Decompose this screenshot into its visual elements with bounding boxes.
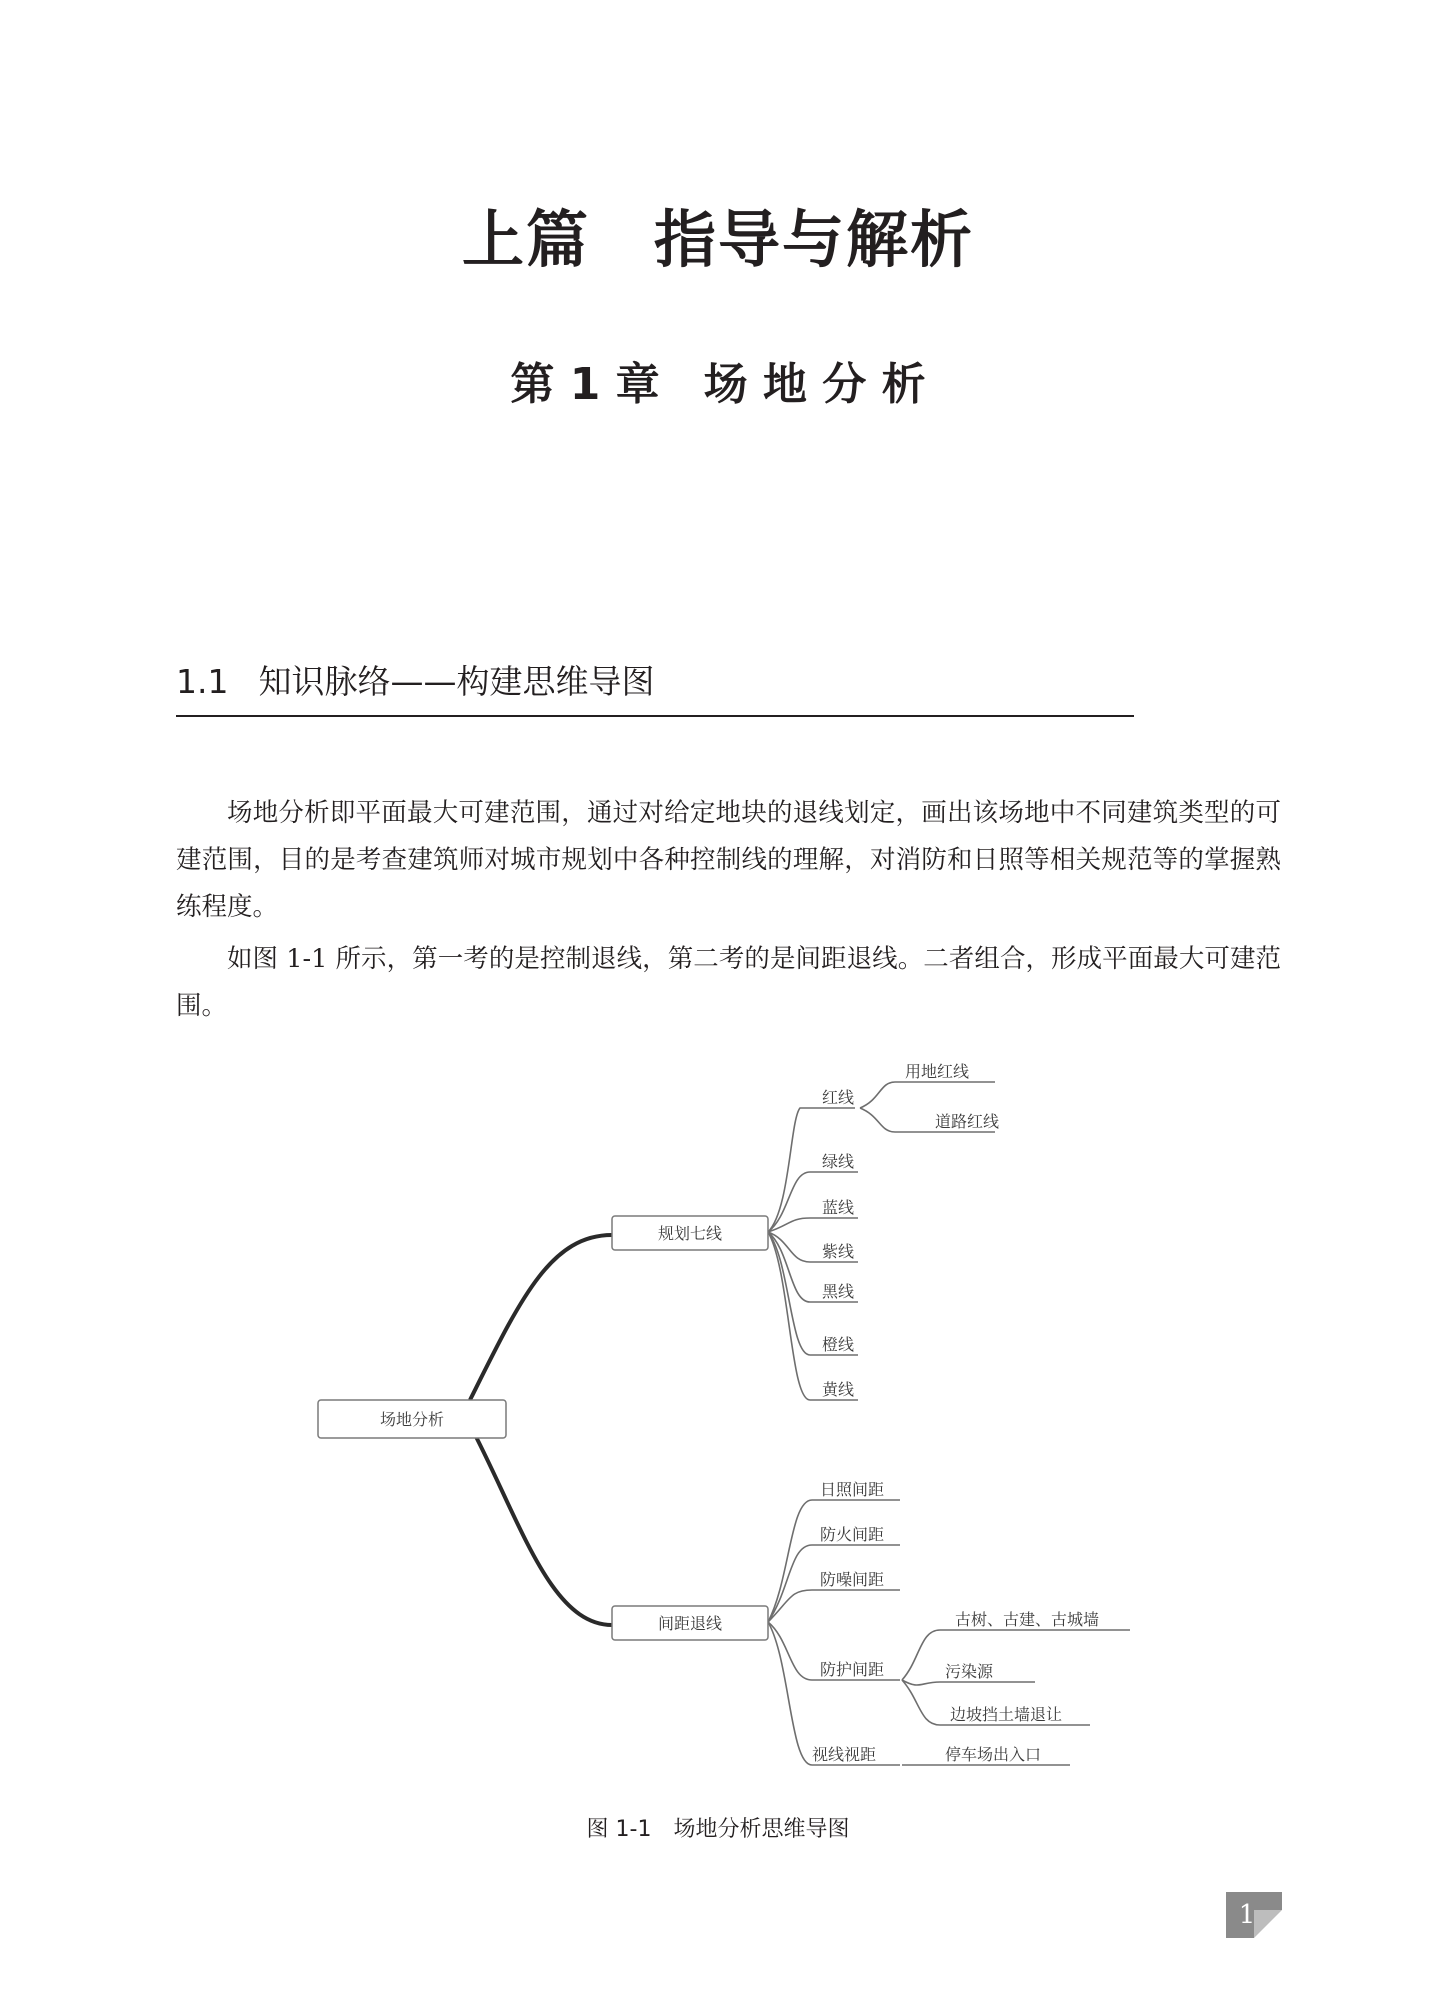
mind-map-connector: [768, 1622, 900, 1765]
mind-map-node: 防护间距: [820, 1660, 885, 1679]
mind-map-node: 紫线: [822, 1242, 855, 1261]
page-number: 1: [1238, 1900, 1256, 1930]
chapter-title: 第 1 章 场 地 分 析: [510, 359, 926, 410]
section-title: 知识脉络——构建思维导图: [258, 662, 655, 701]
mind-map-node: 橙线: [822, 1335, 855, 1354]
mind-map-node: 用地红线: [905, 1062, 970, 1081]
mind-map-node: 污染源: [945, 1662, 994, 1681]
mind-map-node: 停车场出入口: [945, 1745, 1042, 1764]
mind-map-root-label: 场地分析: [379, 1410, 445, 1429]
section-divider: [176, 715, 1134, 717]
mind-map-node: 防噪间距: [820, 1570, 885, 1589]
mind-map-branch-label: 规划七线: [657, 1224, 723, 1243]
body-paragraph: 场地分析即平面最大可建范围，通过对给定地块的退线划定，画出该场地中不同建筑类型的可建范围，目的是考查建筑师对城市规划中各种控制线的理解，对消防和日照等相关规范等的掌握熟练程度。: [176, 798, 1281, 922]
mind-map-connector: [768, 1218, 858, 1232]
page-number-badge: [1226, 1892, 1282, 1938]
mind-map-branch-label: 间距退线: [657, 1614, 723, 1633]
mind-map-node: 道路红线: [935, 1112, 1000, 1131]
part-title: 上篇 指导与解析: [461, 203, 974, 276]
mind-map-node: 黑线: [822, 1282, 855, 1301]
mind-map-node: 边坡挡土墙退让: [950, 1705, 1063, 1724]
mind-map-node: 绿线: [822, 1152, 855, 1171]
mind-map-node: 视线视距: [812, 1745, 877, 1764]
mind-map-node: 黄线: [822, 1380, 855, 1399]
mind-map-connector: [902, 1630, 1130, 1680]
mind-map-connector: [768, 1500, 900, 1622]
mind-map-figure: [0, 1050, 1436, 1800]
mind-map-node: 古树、古建、古城墙: [955, 1610, 1100, 1629]
mind-map-node: 防火间距: [820, 1525, 885, 1544]
section-heading: [176, 656, 654, 703]
mind-map-node: 日照间距: [820, 1480, 885, 1499]
page-corner-fold: [1254, 1910, 1282, 1938]
figure-caption: 图 1-1 场地分析思维导图: [586, 1817, 850, 1842]
mind-map-node: 蓝线: [822, 1198, 855, 1217]
mind-map-connector: [768, 1590, 900, 1622]
mind-map-node: 红线: [822, 1088, 855, 1107]
mind-map-connector: [470, 1425, 612, 1625]
mind-map-connector: [470, 1235, 612, 1400]
body-paragraph: 如图 1-1 所示，第一考的是控制退线，第二考的是间距退线。二者组合，形成平面最大可建范围。: [176, 944, 1281, 1021]
section-number: 1.1: [176, 662, 229, 701]
mind-map-connector: [860, 1082, 995, 1108]
